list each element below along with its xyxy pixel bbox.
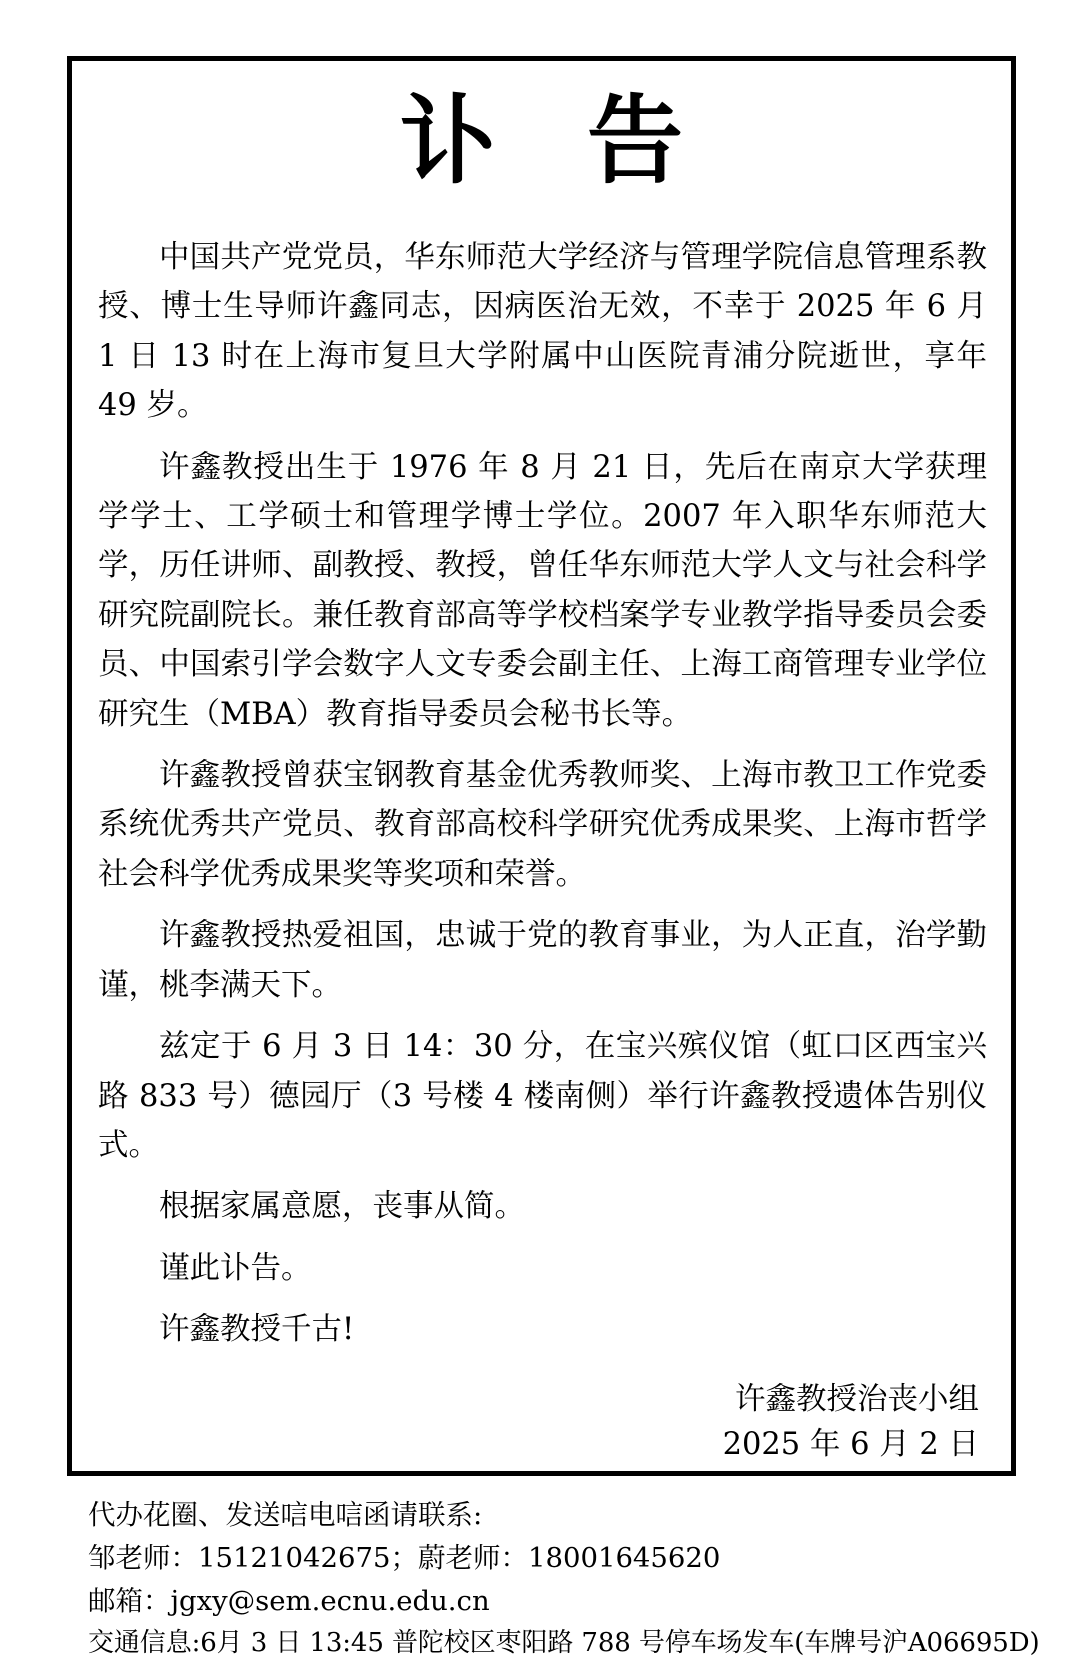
body-text bbox=[86, 233, 997, 1355]
paragraph-biography: 许鑫教授出生于 1976 年 8 月 21 日，先后在南京大学获理学学士、工学硕士和管理学博士学位。2007 年入职华东师范大学，历任讲师、副教授、教授，曾任华东师范大学人文与社会科学研究院副院长。兼任教育部高等学校档案学专业教学指导委员会委员、中国索引学会数字人文专委会副主任、上海工商管理专业学位研究生（MBA）教育指导委员会秘书长等。 bbox=[98, 449, 987, 732]
paragraph-ceremony: 兹定于 6 月 3 日 14：30 分，在宝兴殡仪馆（虹口区西宝兴路 833 号）德园厅（3 号楼 4 楼南侧）举行许鑫教授遗体告别仪式。 bbox=[98, 1029, 987, 1163]
contact-email: 邮箱：jgxy@sem.ecnu.edu.cn bbox=[88, 1584, 490, 1617]
paragraph-family-wishes: 根据家属意愿，丧事从简。 bbox=[159, 1189, 525, 1225]
contact-transport-info: 交通信息:6月 3 日 13:45 普陀校区枣阳路 788 号停车场发车(车牌号沪A06695D) bbox=[88, 1627, 1040, 1658]
paragraph-death-announcement: 中国共产党党员，华东师范大学经济与管理学院信息管理系教授、博士生导师许鑫同志，因病医治无效，不幸于 2025 年 6 月 1 日 13 时在上海市复旦大学附属中山医院青浦分院逝世，享年 49 岁。 bbox=[98, 240, 987, 424]
signature-organization: 许鑫教授治丧小组 bbox=[735, 1381, 979, 1417]
contact-phones: 邹老师：15121042675；蔚老师：18001645620 bbox=[88, 1541, 721, 1574]
notice-border-frame bbox=[67, 56, 1040, 1658]
signature-block bbox=[86, 1377, 997, 1469]
paragraph-tribute: 许鑫教授千古! bbox=[159, 1312, 355, 1348]
paragraph-honors: 许鑫教授曾获宝钢教育基金优秀教师奖、上海市教卫工作党委系统优秀共产党员、教育部高校科学研究优秀成果奖、上海市哲学社会科学优秀成果奖等奖项和荣誉。 bbox=[98, 758, 987, 892]
contact-block bbox=[86, 1494, 1040, 1663]
signature-date: 2025 年 6 月 2 日 bbox=[722, 1427, 979, 1463]
page-title: 讣 告 bbox=[399, 84, 712, 197]
paragraph-closing: 谨此讣告。 bbox=[159, 1250, 312, 1286]
paragraph-eulogy: 许鑫教授热爱祖国，忠诚于党的教育事业，为人正直，治学勤谨，桃李满天下。 bbox=[98, 918, 987, 1003]
contact-heading: 代办花圈、发送唁电唁函请联系: bbox=[88, 1499, 483, 1532]
notice-content bbox=[72, 61, 1040, 1658]
